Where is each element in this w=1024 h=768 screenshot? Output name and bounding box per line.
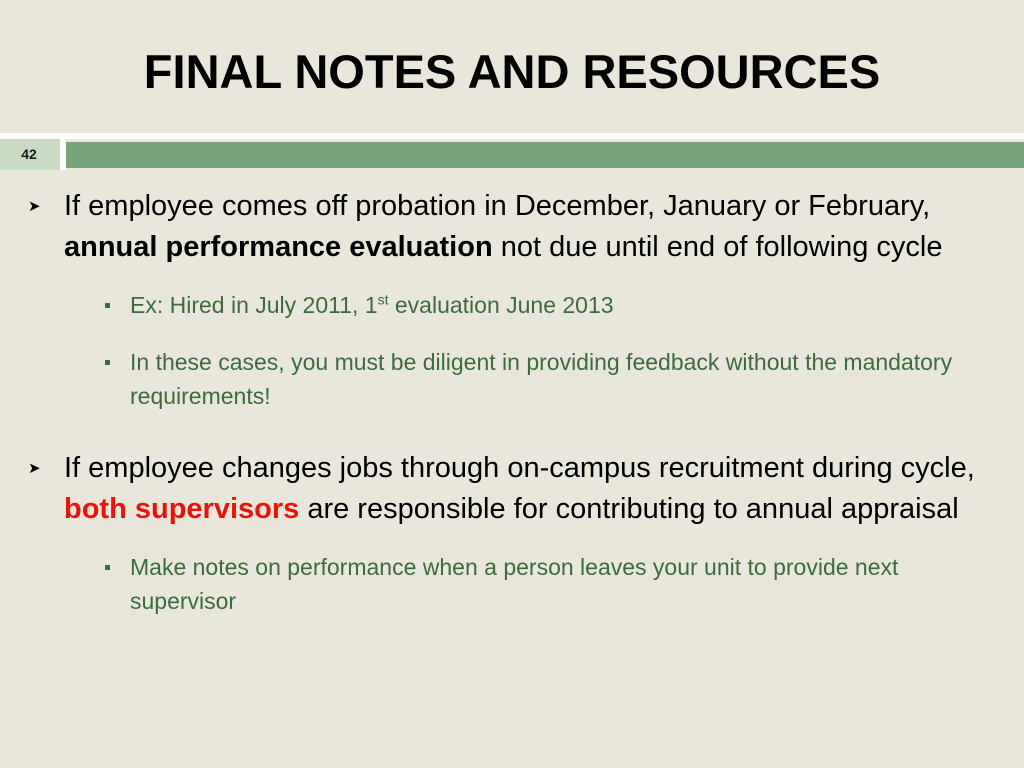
sub-bullet-text: In these cases, you must be diligent in providing feedback without the mandatory requirements! bbox=[130, 349, 953, 409]
title-divider bbox=[0, 133, 1024, 139]
slide-title: FINAL NOTES AND RESOURCES bbox=[143, 45, 881, 98]
bullet-text: not due until end of following cycle bbox=[492, 231, 943, 263]
square-bullet-icon bbox=[105, 565, 110, 570]
bullet-text: If employee changes jobs through on-campus recruitment during cycle, bbox=[64, 452, 975, 484]
bullet-text: are responsible for contributing to annual appraisal bbox=[299, 493, 959, 525]
sub-bullet-text: evaluation June 2013 bbox=[388, 292, 614, 318]
sub-bullet-item bbox=[0, 288, 1024, 322]
bullet-item bbox=[0, 186, 1024, 268]
bullet-item bbox=[0, 448, 1024, 530]
sub-bullet-text: Ex: Hired in July 2011, 1 bbox=[130, 292, 378, 318]
square-bullet-icon bbox=[105, 360, 110, 365]
sub-bullet-item bbox=[0, 345, 1024, 413]
slide-number: 42 bbox=[21, 146, 37, 162]
square-bullet-icon bbox=[105, 303, 110, 308]
arrowhead-bullet-icon: ➤ bbox=[28, 460, 41, 477]
bullet-text: If employee comes off probation in December, January or February, bbox=[64, 190, 931, 222]
bullet-emphasis: annual performance evaluation bbox=[64, 231, 493, 263]
sub-bullet-item bbox=[0, 550, 1024, 618]
sub-bullet-text: Make notes on performance when a person leaves your unit to provide next supervisor bbox=[130, 554, 899, 614]
arrowhead-bullet-icon: ➤ bbox=[28, 198, 41, 215]
sub-bullet-superscript: st bbox=[377, 291, 389, 308]
bullet-emphasis: both supervisors bbox=[64, 493, 300, 525]
accent-bar bbox=[66, 142, 1024, 168]
slide-content bbox=[0, 186, 1024, 618]
